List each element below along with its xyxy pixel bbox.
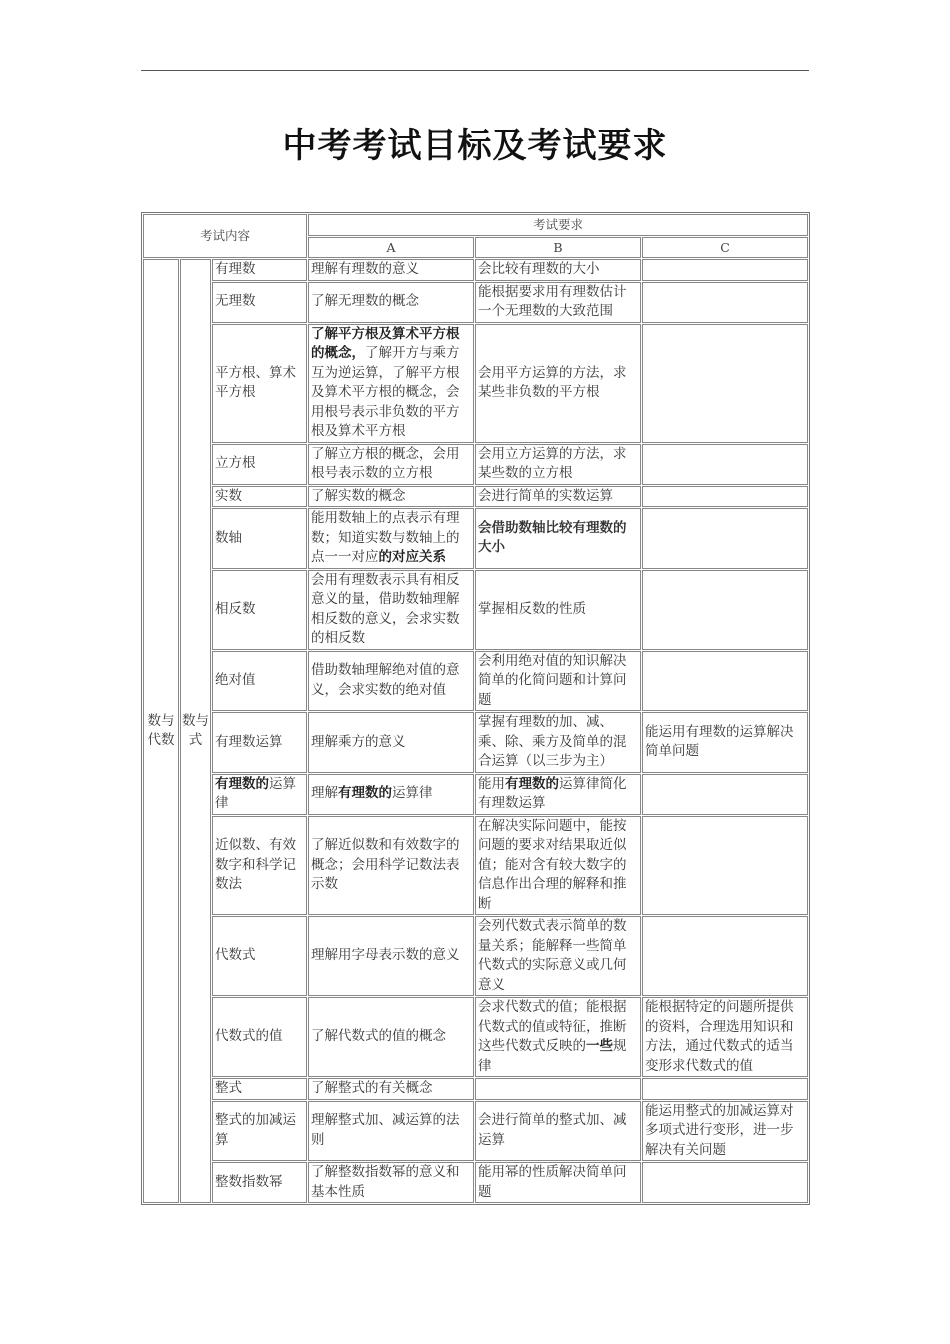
exam-requirements-table [141, 212, 810, 1205]
table-row [143, 816, 808, 916]
table-row [143, 282, 808, 323]
table-row [143, 508, 808, 569]
level-a-cell: 理解有理数的意义 [308, 259, 474, 281]
header-exam-requirements: 考试要求 [308, 214, 808, 236]
table-row [143, 712, 808, 773]
table-row [143, 486, 808, 508]
level-a-cell [308, 508, 474, 569]
level-c-cell [642, 774, 808, 815]
table-row [143, 774, 808, 815]
page-title: 中考考试目标及考试要求 [282, 126, 668, 166]
level-a-cell [308, 324, 474, 443]
regular-text: 运算律简化有理数运算 [478, 775, 627, 811]
level-c-cell [642, 259, 808, 281]
level-b-cell [475, 1078, 641, 1100]
level-b-cell: 能根据要求用有理数估计一个无理数的大致范围 [475, 282, 641, 323]
regular-text: 能用数轴上的点表示有理数；知道实数与数轴上的点一一对应 [311, 510, 460, 565]
topic-cell: 代数式的值 [212, 997, 307, 1077]
level-a-cell: 理解乘方的意义 [308, 712, 474, 773]
bold-text: 有理数的 [338, 785, 393, 802]
level-b-cell [475, 997, 641, 1077]
level-b-cell: 掌握相反数的性质 [475, 570, 641, 650]
category-number-and-algebra: 数与代数 [143, 259, 179, 1203]
table-row [143, 570, 808, 650]
topic-cell: 实数 [212, 486, 307, 508]
topic-cell: 代数式 [212, 916, 307, 996]
level-b-cell: 会用平方运算的方法，求某些非负数的平方根 [475, 324, 641, 443]
header-level-c: C [642, 237, 808, 259]
bold-text: 的对应关系 [378, 549, 447, 565]
level-a-cell [308, 774, 474, 815]
level-a-cell: 理解用字母表示数的意义 [308, 916, 474, 996]
level-c-cell [642, 282, 808, 323]
table-row [143, 259, 808, 281]
table-row [143, 651, 808, 712]
regular-text: 理解 [311, 785, 339, 802]
level-b-cell: 会利用绝对值的知识解决简单的化简问题和计算问题 [475, 651, 641, 712]
level-a-cell: 了解近似数和有效数字的概念；会用科学记数法表示数 [308, 816, 474, 916]
level-a-cell: 理解整式加、减运算的法则 [308, 1101, 474, 1162]
table-row [143, 1162, 808, 1203]
level-a-cell: 了解代数式的值的概念 [308, 997, 474, 1077]
level-b-cell: 掌握有理数的加、减、乘、除、乘方及简单的混合运算（以三步为主） [475, 712, 641, 773]
topic-cell: 立方根 [212, 444, 307, 485]
table-row [143, 997, 808, 1077]
level-c-cell [642, 651, 808, 712]
header-exam-content: 考试内容 [143, 214, 307, 258]
header-level-a: A [308, 237, 474, 259]
bold-text: 有理数的 [215, 775, 269, 792]
level-b-cell: 会借助数轴比较有理数的大小 [475, 508, 641, 569]
level-b-cell: 能用幂的性质解决简单问题 [475, 1162, 641, 1203]
level-a-cell: 会用有理数表示具有相反意义的量，借助数轴理解相反数的意义，会求实数的相反数 [308, 570, 474, 650]
level-b-cell: 在解决实际问题中，能按问题的要求对结果取近似值；能对含有较大数字的信息作出合理的解释和推断 [475, 816, 641, 916]
topic-cell: 有理数 [212, 259, 307, 281]
level-c-cell [642, 444, 808, 485]
level-a-cell: 了解整数指数幂的意义和基本性质 [308, 1162, 474, 1203]
category-numbers-and-expressions: 数与式 [180, 259, 211, 1203]
topic-cell: 整数指数幂 [212, 1162, 307, 1203]
level-b-cell: 会列代数式表示简单的数量关系；能解释一些简单代数式的实际意义或几何意义 [475, 916, 641, 996]
level-c-cell [642, 486, 808, 508]
level-c-cell: 能运用整式的加减运算对多项式进行变形，进一步解决有关问题 [642, 1101, 808, 1162]
bold-text: 一些 [586, 1038, 614, 1054]
level-c-cell [642, 916, 808, 996]
level-a-cell: 了解实数的概念 [308, 486, 474, 508]
table-row [143, 324, 808, 443]
regular-text: 了解开方与乘方互为逆运算，了解平方根及算术平方根的概念，会用根号表示非负数的平方根及算术平方根 [311, 345, 460, 439]
level-c-cell [642, 816, 808, 916]
topic-cell: 平方根、算术平方根 [212, 324, 307, 443]
topic-cell: 整式的加减运算 [212, 1101, 307, 1162]
regular-text: 运算律 [392, 785, 433, 802]
topic-cell: 相反数 [212, 570, 307, 650]
level-a-cell: 了解整式的有关概念 [308, 1078, 474, 1100]
bold-text: 有理数的 [505, 775, 560, 792]
level-b-cell [475, 774, 641, 815]
level-c-cell [642, 1162, 808, 1203]
top-rule [141, 70, 809, 71]
level-b-cell: 会进行简单的整式加、减运算 [475, 1101, 641, 1162]
topic-cell: 绝对值 [212, 651, 307, 712]
topic-cell: 无理数 [212, 282, 307, 323]
bold-text: 了解平方根及算术平方根的概念， [311, 325, 460, 361]
topic-cell: 有理数运算 [212, 712, 307, 773]
table-row [143, 1078, 808, 1100]
header-level-b: B [475, 237, 641, 259]
level-c-cell [642, 570, 808, 650]
table-row [143, 1101, 808, 1162]
topic-cell: 数轴 [212, 508, 307, 569]
level-c-cell [642, 1078, 808, 1100]
level-b-cell: 会比较有理数的大小 [475, 259, 641, 281]
level-c-cell: 能根据特定的问题所提供的资料，合理选用知识和方法，通过代数式的适当变形求代数式的值 [642, 997, 808, 1077]
regular-text: 能用 [478, 775, 506, 792]
table-row [143, 444, 808, 485]
table-row [143, 916, 808, 996]
regular-text: 规律 [478, 1038, 627, 1074]
regular-text: 会求代数式的值；能根据代数式的值或特征，推断这些代数式反映的 [478, 999, 627, 1054]
topic-cell: 整式 [212, 1078, 307, 1100]
topic-cell [212, 774, 307, 815]
level-c-cell [642, 324, 808, 443]
level-c-cell [642, 508, 808, 569]
level-a-cell: 了解无理数的概念 [308, 282, 474, 323]
regular-text: 运算律 [215, 775, 296, 811]
level-b-cell: 会进行简单的实数运算 [475, 486, 641, 508]
level-b-cell: 会用立方运算的方法，求某些数的立方根 [475, 444, 641, 485]
topic-cell: 近似数、有效数字和科学记数法 [212, 816, 307, 916]
level-a-cell: 借助数轴理解绝对值的意义，会求实数的绝对值 [308, 651, 474, 712]
level-a-cell: 了解立方根的概念，会用根号表示数的立方根 [308, 444, 474, 485]
level-c-cell: 能运用有理数的运算解决简单问题 [642, 712, 808, 773]
